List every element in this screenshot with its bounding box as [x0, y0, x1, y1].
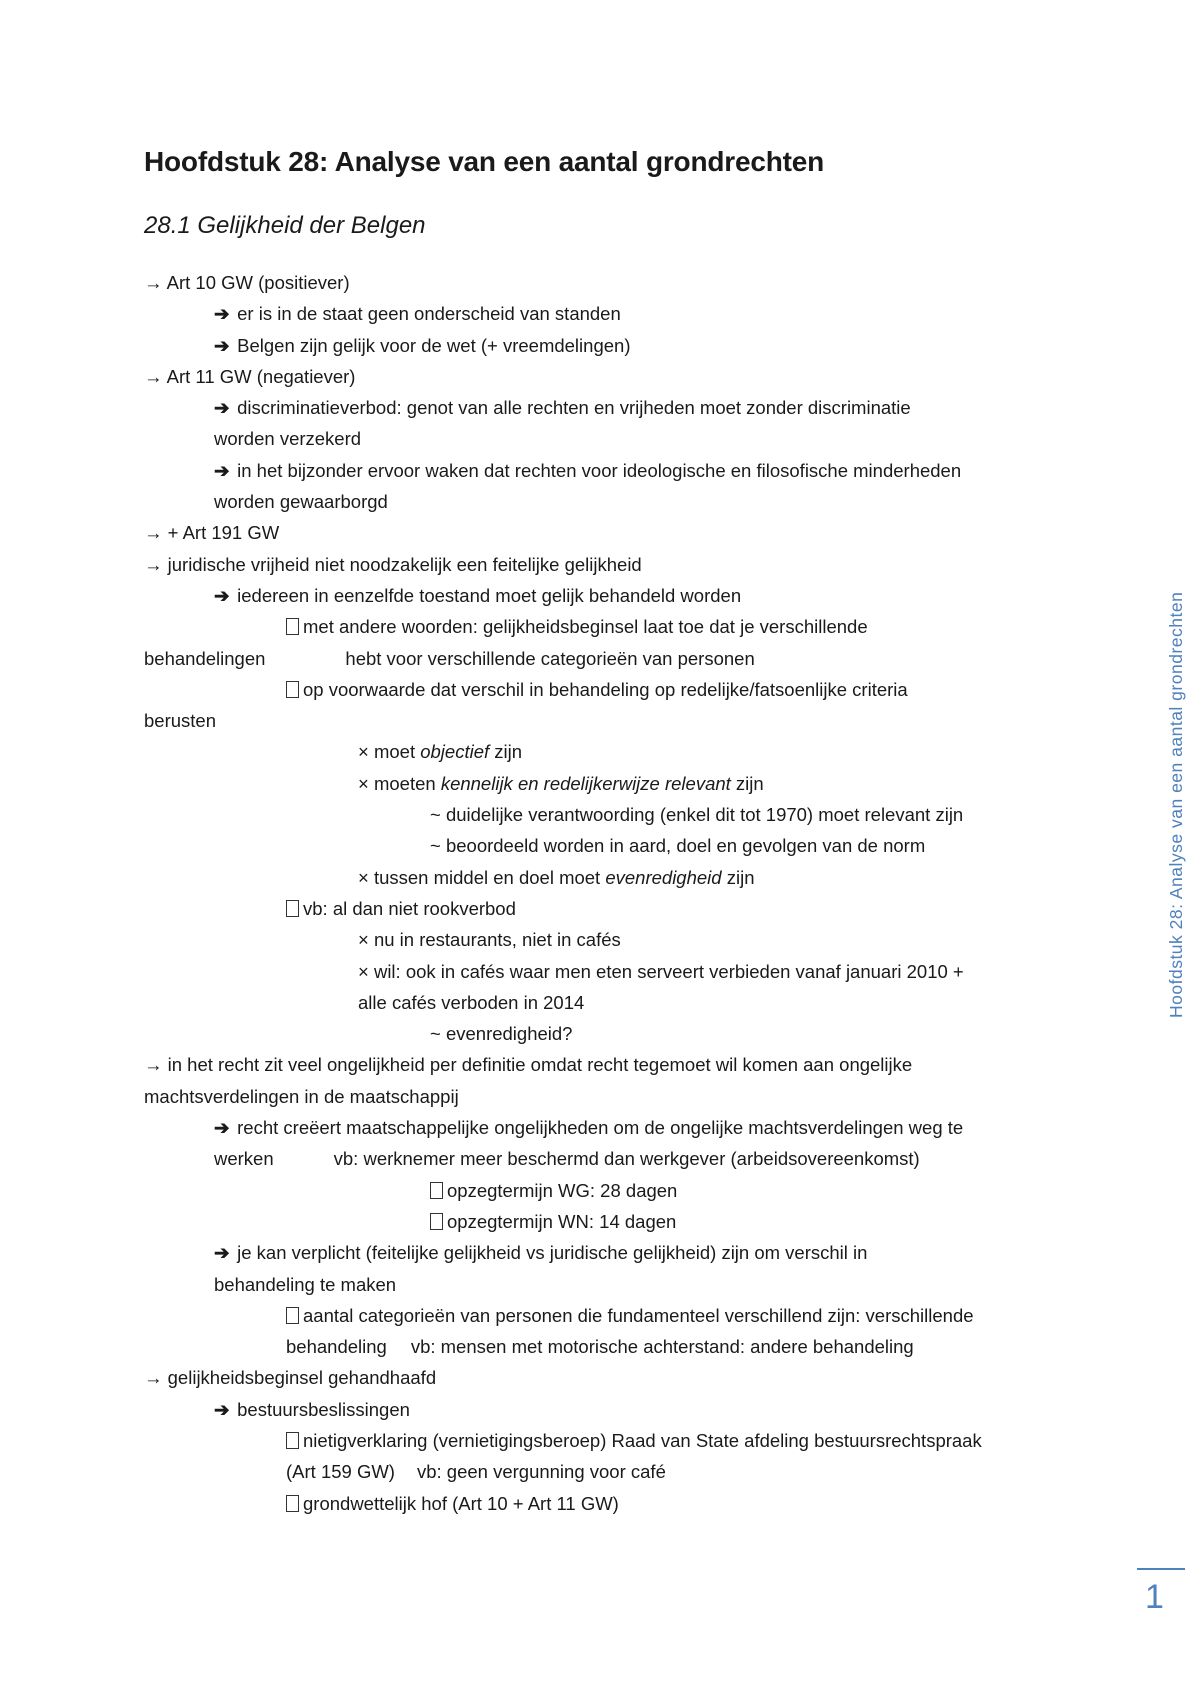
list-item: ➔ er is in de staat geen onderscheid van standen [0, 298, 1200, 329]
list-item: opzegtermijn WN: 14 dagen [0, 1206, 1200, 1237]
checkbox-glyph-icon [286, 900, 299, 917]
list-item-continuation: machtsverdelingen in de maatschappij [144, 1085, 459, 1107]
list-item: × moet objectief zijn [358, 741, 523, 763]
list-item: × moeten kennelijk en redelijkerwijze relevant zijn [358, 772, 764, 794]
page-number-rule [1137, 1568, 1185, 1570]
tilde-icon: ~ [430, 1023, 441, 1045]
arrow-icon: → [144, 1054, 163, 1076]
chapter-title: Hoofdstuk 28: Analyse van een aantal grondrechten [144, 146, 825, 177]
list-item: opzegtermijn WG: 28 dagen [0, 1175, 1200, 1206]
bold-arrow-icon: ➔ [214, 334, 230, 356]
cross-icon: × [358, 929, 369, 951]
list-item: × wil: ook in cafés waar men eten serveert verbieden vanaf januari 2010 + [358, 960, 964, 982]
cross-icon: × [358, 741, 369, 763]
bold-arrow-icon: ➔ [214, 459, 230, 481]
bold-arrow-icon: ➔ [214, 1242, 230, 1264]
list-item: × nu in restaurants, niet in cafés [358, 929, 621, 951]
list-item: → gelijkheidsbeginsel gehandhaafd [0, 1362, 1200, 1393]
list-item: aantal categorieën van personen die fundamenteel verschillend zijn: verschillende [0, 1300, 1200, 1331]
arrow-icon: → [144, 272, 163, 293]
list-item: ➔ je kan verplicht (feitelijke gelijkheid vs juridische gelijkheid) zijn om verschil in [0, 1237, 1200, 1268]
bold-arrow-icon: ➔ [214, 1117, 230, 1139]
page-number: 1 [1145, 1578, 1164, 1616]
list-item-continuation: worden gewaarborgd [214, 491, 388, 513]
list-item: × tussen middel en doel moet evenredigheid zijn [358, 866, 755, 888]
list-item-continuation: behandeling vb: mensen met motorische achterstand: andere behandeling [286, 1336, 914, 1358]
list-item: ➔ iedereen in eenzelfde toestand moet gelijk behandeld worden [0, 580, 1200, 611]
list-item: ~ beoordeeld worden in aard, doel en gevolgen van de norm [430, 835, 926, 857]
cross-icon: × [358, 866, 369, 888]
running-header: Hoofdstuk 28: Analyse van een aantal grondrechten [1166, 591, 1186, 1018]
list-item-continuation: behandeling te maken [214, 1273, 397, 1295]
list-item: ~ duidelijke verantwoording (enkel dit tot 1970) moet relevant zijn [430, 804, 964, 826]
list-item: ➔ bestuursbeslissingen [0, 1394, 1200, 1425]
checkbox-glyph-icon [286, 618, 299, 635]
checkbox-glyph-icon [430, 1213, 443, 1230]
checkbox-glyph-icon [286, 1432, 299, 1449]
list-item: grondwettelijk hof (Art 10 + Art 11 GW) [0, 1488, 1200, 1519]
list-item: met andere woorden: gelijkheidsbeginsel laat toe dat je verschillende [0, 611, 1200, 642]
document-body [0, 267, 1200, 1519]
list-item: ➔ recht creëert maatschappelijke ongelijkheden om de ongelijke machtsverdelingen weg te [0, 1112, 1200, 1143]
list-item: → in het recht zit veel ongelijkheid per definitie omdat recht tegemoet wil komen aan ongelijke [0, 1049, 1200, 1080]
tilde-icon: ~ [430, 835, 441, 857]
bold-arrow-icon: ➔ [214, 1398, 230, 1420]
list-item: ~ evenredigheid? [430, 1023, 573, 1045]
tilde-icon: ~ [430, 804, 441, 826]
bold-arrow-icon: ➔ [214, 584, 230, 606]
list-item: ➔ discriminatieverbod: genot van alle rechten en vrijheden moet zonder discriminatie [0, 392, 1200, 423]
list-item-continuation: behandelingen hebt voor verschillende categorieën van personen [144, 647, 755, 669]
arrow-icon: → [144, 1367, 163, 1389]
section-title: 28.1 Gelijkheid der Belgen [144, 212, 426, 239]
arrow-icon: → [144, 365, 163, 387]
list-item: vb: al dan niet rookverbod [0, 893, 1200, 924]
list-item: ➔ Belgen zijn gelijk voor de wet (+ vreemdelingen) [0, 330, 1200, 361]
bold-arrow-icon: ➔ [214, 303, 230, 325]
list-item: nietigverklaring (vernietigingsberoep) Raad van State afdeling bestuursrechtspraak [0, 1425, 1200, 1456]
checkbox-glyph-icon [286, 1307, 299, 1324]
list-item: → Art 11 GW (negatiever) [0, 361, 1200, 392]
list-item: → Art 10 GW (positiever) [0, 267, 1200, 298]
arrow-icon: → [144, 553, 163, 575]
list-item: → + Art 191 GW [0, 517, 1200, 548]
cross-icon: × [358, 960, 369, 982]
list-item-continuation: alle cafés verboden in 2014 [358, 991, 585, 1013]
checkbox-glyph-icon [286, 1495, 299, 1512]
list-item: op voorwaarde dat verschil in behandeling op redelijke/fatsoenlijke criteria [0, 674, 1200, 705]
arrow-icon: → [144, 522, 163, 544]
cross-icon: × [358, 772, 369, 794]
list-item-continuation: werken vb: werknemer meer beschermd dan werkgever (arbeidsovereenkomst) [214, 1148, 920, 1170]
list-item-continuation: worden verzekerd [214, 428, 362, 450]
list-item: → juridische vrijheid niet noodzakelijk een feitelijke gelijkheid [0, 549, 1200, 580]
bold-arrow-icon: ➔ [214, 397, 230, 419]
list-item: ➔ in het bijzonder ervoor waken dat rechten voor ideologische en filosofische minderheden [0, 455, 1200, 486]
list-item-continuation: berusten [144, 710, 216, 732]
checkbox-glyph-icon [286, 681, 299, 698]
list-item-continuation: (Art 159 GW) vb: geen vergunning voor café [286, 1461, 666, 1483]
checkbox-glyph-icon [430, 1182, 443, 1199]
